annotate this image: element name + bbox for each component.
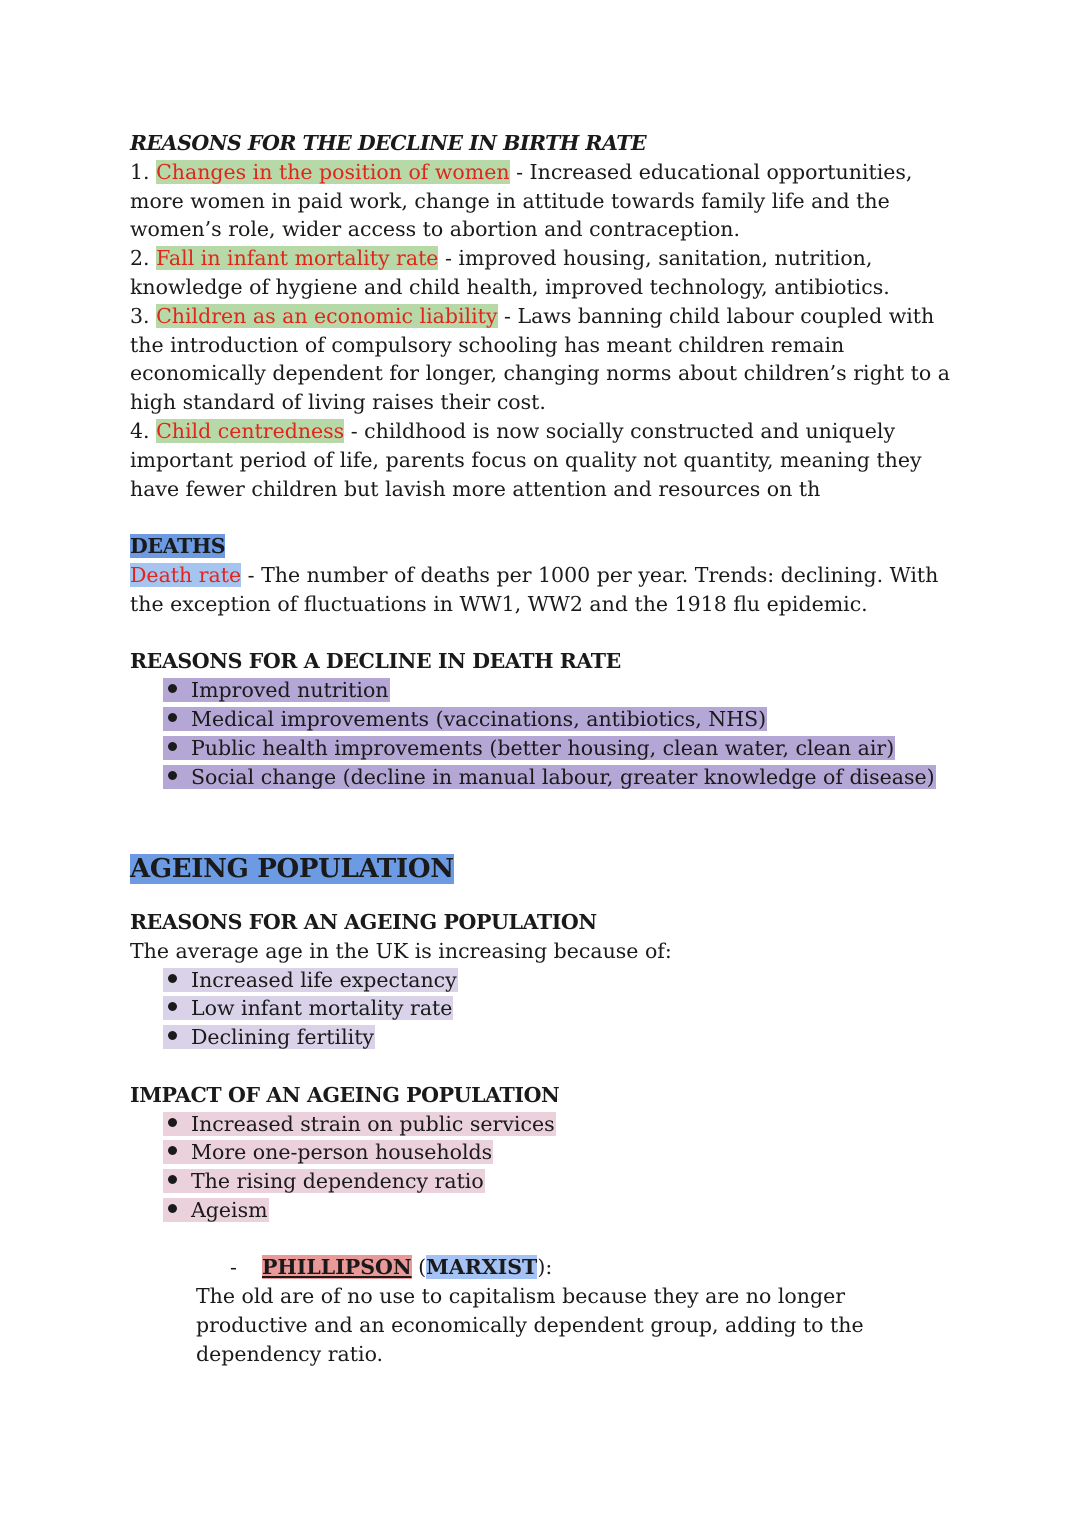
list-item-text: Social change (decline in manual labour, greater knowledge of disease) — [191, 764, 935, 789]
birth-reason-1 — [130, 158, 960, 244]
list-item — [163, 763, 960, 792]
spacer — [130, 1225, 960, 1254]
list-item-text: Medical improvements (vaccinations, antibiotics, NHS) — [191, 706, 767, 731]
theorist-paren-open: ( — [411, 1255, 427, 1280]
death-rate-text: - The number of deaths per 1000 per year. Trends: declining. With the exception of fluctuations in WW1, WW2 and the 1918 flu epidemic. — [130, 562, 939, 616]
spacer — [130, 503, 960, 532]
death-rate-definition — [130, 561, 960, 619]
bullet-icon — [168, 684, 177, 693]
bullet-icon — [168, 1031, 177, 1040]
list-item-text: The rising dependency ratio — [191, 1169, 484, 1194]
birth-reason-text: - childhood is now socially constructed and uniquely important period of life, parents focus on quality not quantity, meaning they have fewer children but lavish more attention and resources on th — [130, 418, 922, 501]
item-number: 4. — [130, 418, 157, 443]
list-item-text: Ageism — [191, 1197, 268, 1222]
theorist-line — [130, 1253, 960, 1282]
list-item — [163, 1023, 960, 1052]
list-item — [163, 994, 960, 1023]
bullet-icon — [168, 1204, 177, 1213]
birth-reason-2 — [130, 244, 960, 302]
list-item-text: Declining fertility — [191, 1025, 375, 1050]
bullet-icon — [168, 1118, 177, 1127]
item-number: 1. — [130, 159, 157, 184]
ageing-population-title: AGEING POPULATION — [130, 853, 454, 884]
dash-marker: - — [230, 1255, 237, 1280]
bullet-icon — [168, 742, 177, 751]
birth-reason-term: Child centredness — [156, 418, 345, 443]
list-item — [163, 1110, 960, 1139]
list-item — [163, 1196, 960, 1225]
item-number: 2. — [130, 246, 157, 271]
theorist-text: The old are of no use to capitalism because they are no longer productive and an economically dependent group, adding to the dependency ratio. — [196, 1284, 864, 1366]
list-item — [163, 966, 960, 995]
list-item-text: Increased life expectancy — [191, 967, 457, 992]
death-reasons-list — [130, 676, 960, 791]
spacer — [130, 791, 960, 849]
birth-reason-term: Children as an economic liability — [156, 303, 498, 328]
list-item — [163, 1138, 960, 1167]
deaths-heading: DEATHS — [130, 534, 226, 559]
item-number: 3. — [130, 303, 157, 328]
list-item — [163, 705, 960, 734]
document-content — [130, 129, 960, 1369]
theorist-name: PHILLIPSON — [262, 1255, 412, 1280]
ageing-impact-list — [130, 1110, 960, 1225]
birth-reason-3 — [130, 302, 960, 417]
birth-reason-4 — [130, 417, 960, 503]
list-item-text: More one-person households — [191, 1140, 493, 1165]
birth-reason-text: - Laws banning child labour coupled with the introduction of compulsory schooling has meant children remain economically dependent for longer, changing norms about children’s right to a high standard of living raises their cost. — [130, 303, 950, 415]
birth-rate-heading: REASONS FOR THE DECLINE IN BIRTH RATE — [130, 131, 647, 155]
ageing-reasons-heading: REASONS FOR AN AGEING POPULATION — [130, 909, 597, 934]
birth-reason-term: Changes in the position of women — [156, 159, 510, 184]
bullet-icon — [168, 974, 177, 983]
list-item — [163, 676, 960, 705]
bullet-icon — [168, 1175, 177, 1184]
list-item-text: Improved nutrition — [191, 678, 389, 703]
list-item — [163, 1167, 960, 1196]
bullet-icon — [168, 771, 177, 780]
spacer — [130, 889, 960, 908]
death-reasons-heading: REASONS FOR A DECLINE IN DEATH RATE — [130, 649, 621, 674]
bullet-icon — [168, 1146, 177, 1155]
ageing-impact-heading: IMPACT OF AN AGEING POPULATION — [130, 1082, 560, 1107]
list-item-text: Public health improvements (better housing, clean water, clean air) — [191, 735, 895, 760]
ageing-reasons-list — [130, 966, 960, 1052]
birth-reason-text: - improved housing, sanitation, nutrition, knowledge of hygiene and child health, improved technology, antibiotics. — [130, 246, 890, 299]
spacer — [130, 619, 960, 648]
spacer — [130, 1052, 960, 1081]
ageing-reasons-intro: The average age in the UK is increasing because of: — [130, 938, 672, 963]
birth-reason-text: - Increased educational opportunities, more women in paid work, change in attitude towards family life and the women’s role, wider access to abortion and contraception. — [130, 159, 913, 242]
birth-reason-term: Fall in infant mortality rate — [156, 246, 439, 271]
bullet-icon — [168, 1002, 177, 1011]
list-item — [163, 734, 960, 763]
theorist-perspective: MARXIST — [426, 1255, 538, 1280]
death-rate-term: Death rate — [130, 562, 242, 587]
list-item-text: Low infant mortality rate — [191, 996, 453, 1021]
list-item-text: Increased strain on public services — [191, 1111, 555, 1136]
theorist-paren-close: ): — [537, 1255, 553, 1280]
bullet-icon — [168, 713, 177, 722]
